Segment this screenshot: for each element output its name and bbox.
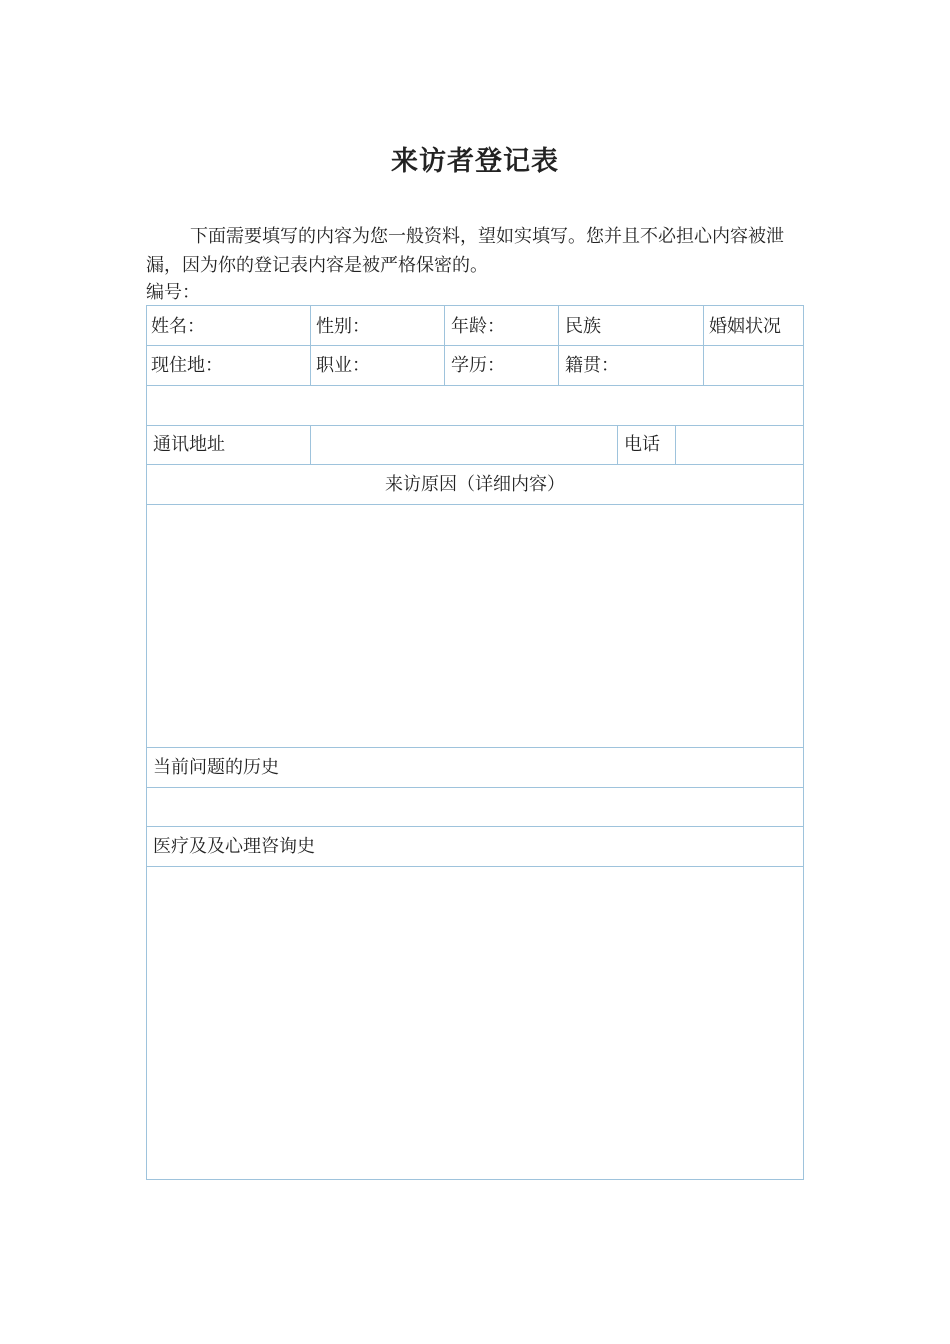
- row-divider: [147, 425, 803, 426]
- serial-number-label: 编号：: [146, 282, 200, 303]
- age-label: 年龄：: [451, 316, 505, 337]
- problem-history-label: 当前问题的历史: [153, 757, 279, 778]
- ethnicity-label: 民族: [565, 316, 601, 337]
- gender-label: 性别：: [316, 316, 370, 337]
- column-divider: [675, 425, 676, 464]
- address-label: 通讯地址: [153, 434, 225, 455]
- page-title: 来访者登记表: [391, 146, 559, 177]
- visit-reason-label: 来访原因（详细内容）: [385, 474, 565, 495]
- column-divider: [558, 306, 559, 385]
- row-divider: [147, 787, 803, 788]
- residence-label: 现住地：: [151, 355, 223, 376]
- row-divider: [147, 747, 803, 748]
- column-divider: [310, 306, 311, 385]
- row-divider: [147, 504, 803, 505]
- marital-status-label: 婚姻状况: [709, 316, 781, 337]
- row-divider: [147, 345, 803, 346]
- column-divider: [310, 425, 311, 464]
- row-divider: [147, 385, 803, 386]
- row-divider: [147, 866, 803, 867]
- intro-paragraph: 下面需要填写的内容为您一般资料，望如实填写。您并且不必担心内容被泄漏，因为你的登记表内容是被严格保密的。: [146, 226, 784, 276]
- native-place-label: 籍贯：: [565, 355, 619, 376]
- education-label: 学历：: [451, 355, 505, 376]
- name-label: 姓名：: [151, 316, 205, 337]
- medical-history-label: 医疗及及心理咨询史: [153, 836, 315, 857]
- column-divider: [617, 425, 618, 464]
- column-divider: [703, 306, 704, 385]
- occupation-label: 职业：: [316, 355, 370, 376]
- column-divider: [444, 306, 445, 385]
- row-divider: [147, 826, 803, 827]
- row-divider: [147, 464, 803, 465]
- registration-form: [146, 305, 804, 1180]
- phone-label: 电话: [624, 434, 660, 455]
